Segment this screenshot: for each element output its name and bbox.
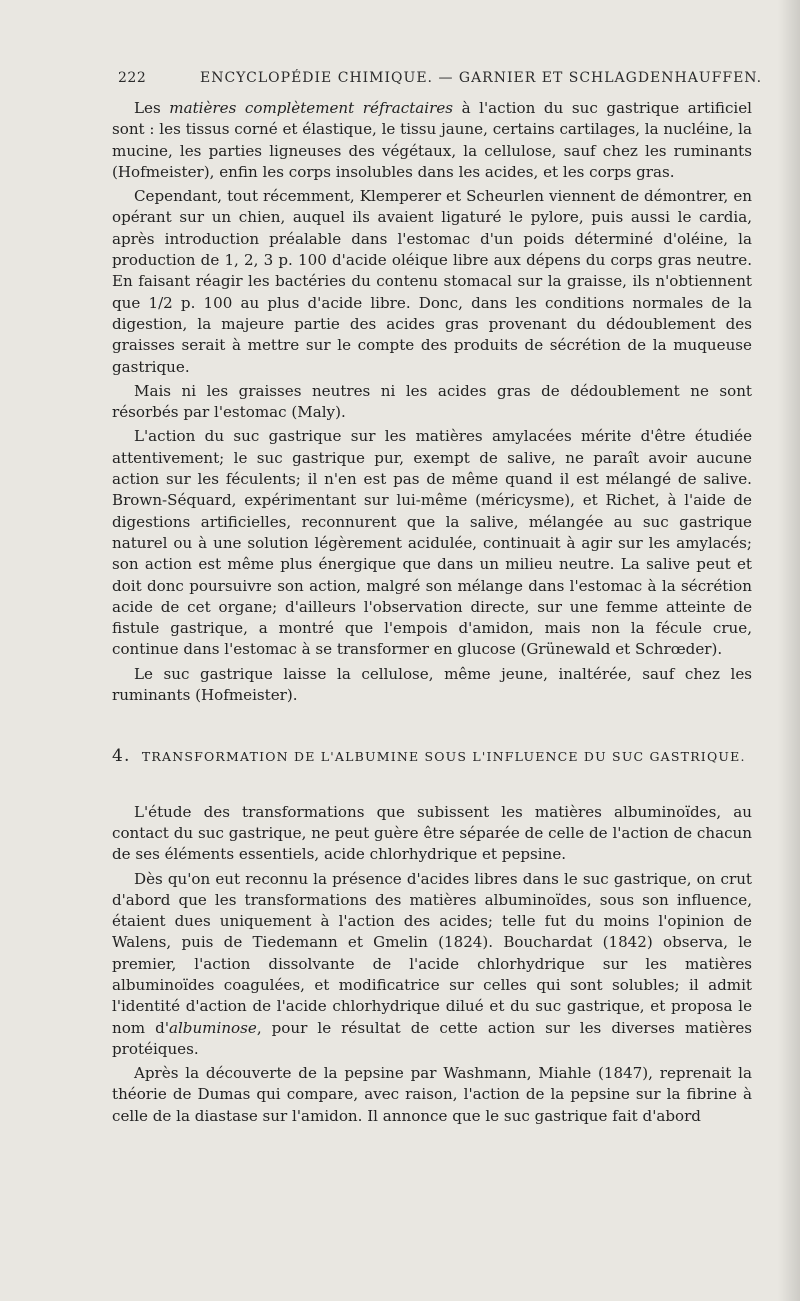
running-title: ENCYCLOPÉDIE CHIMIQUE. — GARNIER ET SCHLAGDENHAUFFEN. — [200, 70, 763, 86]
emphasis: matières complètement réfractaires — [169, 99, 453, 117]
section-number: 4. — [112, 746, 131, 767]
section-heading — [112, 746, 752, 767]
page-number: 222 — [118, 70, 147, 86]
running-head — [118, 70, 763, 86]
paragraph: L'action du suc gastrique sur les matières amylacées mérite d'être étudiée attentivement; le suc gastrique pur, exempt de salive, ne paraît avoir aucune action sur les féculents; il n'en est pas de même quand il est mélangé de salive. Brown-Séquard, expérimentant sur lui-même (méricysme), et Richet, à l'aide de digestions artificielles, reconnurent que la salive, mélangée au suc gastrique naturel ou à une solution légèrement acidulée, continuait à agir sur les amylacés; son action est même plus énergique que dans un milieu neutre. La salive peut et doit donc poursuivre son action, malgré son mélange dans l'estomac à la sécrétion acide de cet organe; d'ailleurs l'observation directe, sur une femme atteinte de fistule gastrique, a montré que l'empois d'amidon, mais non la fécule crue, continue dans l'estomac à se transformer en glucose (Grünewald et Schrœder). — [112, 427, 752, 659]
paragraph: Dès qu'on eut reconnu la présence d'acides libres dans le suc gastrique, on crut d'abord que les transformations des matières albuminoïdes, sous son influence, étaient dues uniquement à l'action des acides; telle fut du moins l'opinion de Walens, puis de Tiedemann et Gmelin (1824). Bouchardat (1842) observa, le premier, l'action dissolvante de l'acide chlorhydrique sur les matières albuminoïdes coagulées, et modificatrice sur celles qui sont solubles; il admit l'identité d'action de l'acide chlorhydrique dilué et du suc gastrique, et proposa le nom d'albuminose, pour le résultat de cette action sur les diverses matières protéiques. — [112, 869, 752, 1058]
section-title: TRANSFORMATION DE L'ALBUMINE SOUS L'INFLUENCE DU SUC GASTRIQUE. — [141, 749, 746, 765]
paragraph: Mais ni les graisses neutres ni les acides gras de dédoublement ne sont résorbés par l'estomac (Maly). — [112, 381, 752, 422]
paragraph: Cependant, tout récemment, Klemperer et Scheurlen viennent de démontrer, en opérant sur un chien, auquel ils avaient ligaturé le pylore, puis aussi le cardia, après introduction préalable dans l'estomac d'un poids déterminé d'oléine, la production de 1, 2, 3 p. 100 d'acide oléique libre aux dépens du corps gras neutre. En faisant réagir les bactéries du contenu stomacal sur la graisse, ils n'obtiennent que 1/2 p. 100 au plus d'acide libre. Donc, dans les conditions normales de la digestion, la majeure partie des acides gras provenant du dédoublement des graisses serait à mettre sur le compte des produits de sécrétion de la muqueuse gastrique. — [112, 187, 752, 376]
emphasis: albuminose — [168, 1018, 257, 1037]
paragraph: L'étude des transformations que subissent les matières albuminoïdes, au contact du suc gastrique, ne peut guère être séparée de celle de l'action de chacun de ses éléments essentiels, acide chlorhydrique et pepsine. — [112, 802, 752, 864]
paragraph: Les matières complètement réfractaires à l'action du suc gastrique artificiel sont : les tissus corné et élastique, le tissu jaune, certains cartilages, la nucléine, la mucine, les parties ligneuses des végétaux, la cellulose, sauf chez les ruminants (Hofmeister), enfin les corps insolubles dans les acides, et les corps gras. — [112, 99, 753, 181]
paragraph: Après la découverte de la pepsine par Washmann, Miahle (1847), reprenait la théorie de Dumas qui compare, avec raison, l'action de la pepsine sur la fibrine à celle de la diastase sur l'amidon. Il annonce que le suc gastrique fait d'abord — [112, 1064, 752, 1125]
page-body — [112, 98, 752, 1127]
paragraph: Le suc gastrique laisse la cellulose, même jeune, inaltérée, sauf chez les ruminants (Hofmeister). — [112, 664, 752, 705]
